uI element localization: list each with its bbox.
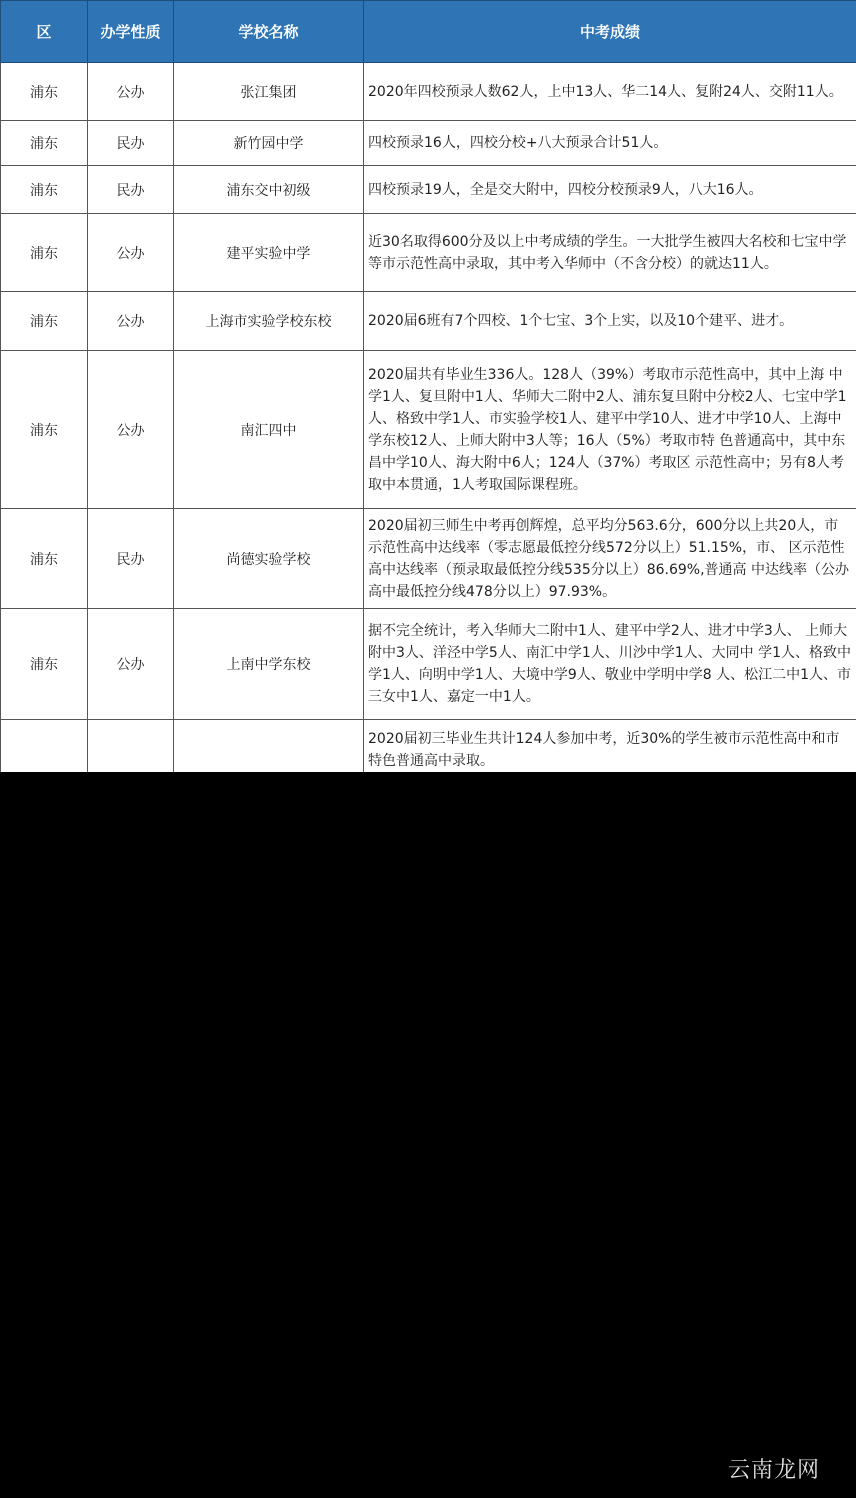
district-cell: 浦东	[1, 63, 88, 121]
header-school: 学校名称	[174, 1, 364, 63]
district-cell	[1, 720, 88, 773]
type-cell: 公办	[88, 292, 174, 351]
district-cell: 浦东	[1, 509, 88, 609]
result-cell: 2020届初三师生中考再创辉煌，总平均分563.6分，600分以上共20人，市示范性高中达线率（零志愿最低控分线572分以上）51.15%，市、 区示范性高中达线率（预录取最低控分线535分以上）86.69%,普通高 中达线率（公办高中最低控分线478分以上）97.93%。	[364, 509, 856, 609]
result-cell: 2020届初三毕业生共计124人参加中考，近30%的学生被市示范性高中和市特色普通高中录取。	[364, 720, 856, 773]
result-cell: 2020届共有毕业生336人。128人（39%）考取市示范性高中，其中上海 中学1人、复旦附中1人、华师大二附中2人、浦东复旦附中分校2人、七宝中学1人、格致中学1人、市实验学校1人、建平中学10人、进才中学10人、上海中学东校12人、上师大附中3人等；16人（5%）考取市特 色普通高中，其中东昌中学10人、海大附中6人；124人（37%）考取区 示范性高中；另有8人考取中本贯通，1人考取国际课程班。	[364, 351, 856, 509]
school-cell: 新竹园中学	[174, 121, 364, 166]
type-cell: 民办	[88, 121, 174, 166]
district-cell: 浦东	[1, 121, 88, 166]
school-cell: 南汇四中	[174, 351, 364, 509]
type-cell: 公办	[88, 214, 174, 292]
district-cell: 浦东	[1, 166, 88, 214]
table-row	[1, 214, 856, 292]
school-cell: 建平实验中学	[174, 214, 364, 292]
type-cell: 公办	[88, 63, 174, 121]
school-cell	[174, 720, 364, 773]
school-cell: 张江集团	[174, 63, 364, 121]
table-row	[1, 609, 856, 720]
type-cell: 公办	[88, 351, 174, 509]
table-row	[1, 63, 856, 121]
type-cell	[88, 720, 174, 773]
table-row	[1, 351, 856, 509]
result-cell: 近30名取得600分及以上中考成绩的学生。一大批学生被四大名校和七宝中学等市示范性高中录取，其中考入华师中（不含分校）的就达11人。	[364, 214, 856, 292]
school-cell: 上海市实验学校东校	[174, 292, 364, 351]
district-cell: 浦东	[1, 292, 88, 351]
result-cell: 2020届6班有7个四校、1个七宝、3个上实，以及10个建平、进才。	[364, 292, 856, 351]
watermark: 云南龙网	[727, 1458, 820, 1483]
type-cell: 民办	[88, 509, 174, 609]
result-cell: 四校预录16人，四校分校+八大预录合计51人。	[364, 121, 856, 166]
school-cell: 浦东交中初级	[174, 166, 364, 214]
header-type: 办学性质	[88, 1, 174, 63]
district-cell: 浦东	[1, 609, 88, 720]
school-cell: 上南中学东校	[174, 609, 364, 720]
header-district: 区	[1, 1, 88, 63]
table-row	[1, 121, 856, 166]
district-cell: 浦东	[1, 214, 88, 292]
table-row	[1, 166, 856, 214]
result-cell: 四校预录19人，全是交大附中，四校分校预录9人，八大16人。	[364, 166, 856, 214]
district-cell: 浦东	[1, 351, 88, 509]
result-cell: 据不完全统计，考入华师大二附中1人、建平中学2人、进才中学3人、 上师大附中3人、洋泾中学5人、南汇中学1人、川沙中学1人、大同中 学1人、格致中学1人、向明中学1人、大境中学9人、敬业中学明中学8 人、松江二中1人、市三女中1人、嘉定一中1人。	[364, 609, 856, 720]
school-cell: 尚德实验学校	[174, 509, 364, 609]
table-row	[1, 509, 856, 609]
type-cell: 民办	[88, 166, 174, 214]
table-row	[1, 720, 856, 773]
result-cell: 2020年四校预录人数62人，上中13人、华二14人、复附24人、交附11人。	[364, 63, 856, 121]
table-row	[1, 292, 856, 351]
type-cell: 公办	[88, 609, 174, 720]
header-result: 中考成绩	[364, 1, 856, 63]
header-row	[1, 1, 856, 63]
